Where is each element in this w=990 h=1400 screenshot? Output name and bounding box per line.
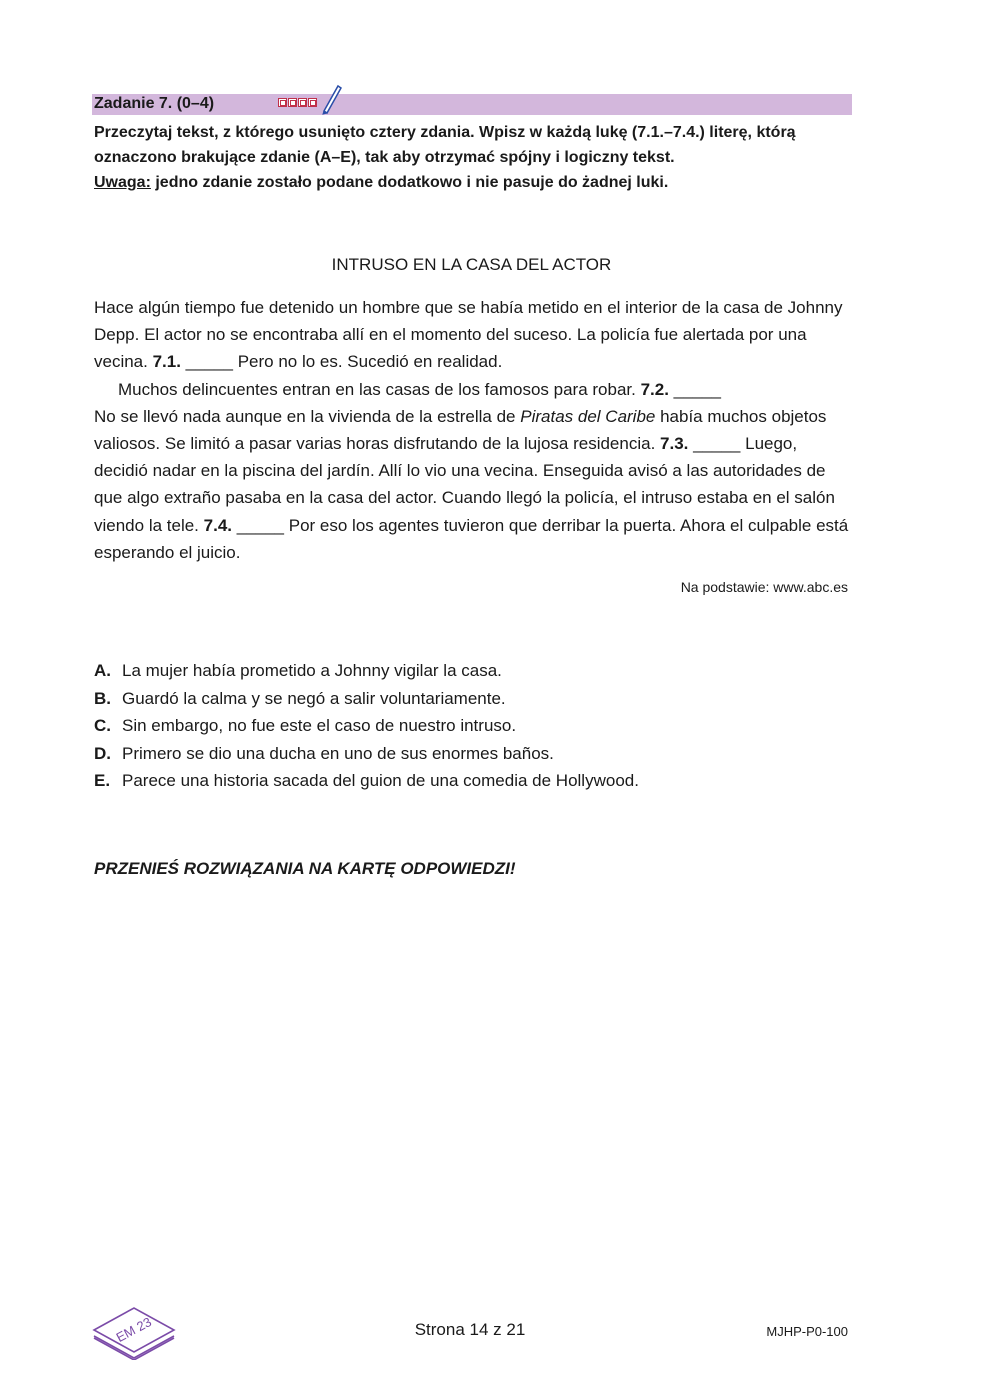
score-box	[298, 98, 307, 107]
option-text: Primero se dio una ducha en uno de sus enormes baños.	[122, 743, 554, 763]
film-title: Piratas del Caribe	[520, 406, 656, 426]
gap-7-3-label: 7.3.	[660, 434, 689, 454]
task-header	[92, 94, 852, 115]
options-list	[94, 657, 854, 795]
exam-code: MJHP-P0-100	[766, 1324, 848, 1339]
instruction	[94, 120, 864, 195]
passage-text: Muchos delincuentes entran en las casas de los famosos para robar.	[118, 379, 641, 399]
option-letter: D.	[94, 743, 111, 763]
passage-text: Por eso los agentes tuvieron que derribar la puerta. Ahora el culpable está esperando el juicio.	[94, 515, 849, 562]
pencil-icon	[320, 83, 342, 115]
note-label: Uwaga:	[94, 174, 151, 191]
source-note: Na podstawie: www.abc.es	[680, 579, 848, 595]
passage-text: No se llevó nada aunque en la vivienda de la estrella de	[94, 406, 521, 426]
paragraph-2	[94, 376, 854, 566]
option-letter: C.	[94, 716, 111, 735]
score-box	[288, 98, 297, 107]
gap-7-4-blank: _____	[232, 515, 289, 535]
option-e	[94, 767, 854, 795]
task-title: Zadanie 7. (0–4)	[94, 95, 215, 112]
score-box	[278, 98, 287, 107]
instruction-text: Przeczytaj tekst, z którego usunięto cztery zdania. Wpisz w każdą lukę (7.1.–7.4.) literę, którą oznaczono brakujące zdanie (A–E), tak aby otrzymać spójny i logiczny tekst.	[94, 124, 796, 166]
page-number: Strona 14 z 21	[414, 1320, 526, 1339]
text-title: INTRUSO EN LA CASA DEL ACTOR	[331, 255, 612, 274]
paragraph-1	[94, 294, 854, 376]
gap-7-2-blank: _____	[668, 379, 721, 399]
passage	[94, 294, 854, 566]
option-text: Sin embargo, no fue este el caso de nuestro intruso.	[122, 716, 517, 735]
option-letter: A.	[94, 661, 111, 680]
score-boxes	[278, 98, 317, 107]
option-letter: E.	[94, 771, 111, 790]
option-b	[94, 685, 854, 713]
passage-text: Pero no lo es. Sucedió en realidad.	[237, 352, 503, 372]
score-box	[308, 98, 317, 107]
instruction-note	[94, 170, 864, 195]
gap-7-3-blank: _____	[688, 434, 746, 454]
option-d	[94, 740, 854, 768]
option-text: Parece una historia sacada del guion de una comedia de Hollywood.	[122, 771, 639, 790]
gap-7-4-label: 7.4.	[203, 515, 232, 535]
option-a	[94, 657, 854, 685]
option-text: Guardó la calma y se negó a salir voluntariamente.	[122, 688, 506, 708]
transfer-note: PRZENIEŚ ROZWIĄZANIA NA KARTĘ ODPOWIEDZI!	[94, 859, 516, 878]
passage-text: Luego, decidió nadar en la piscina del jardín. Allí lo vio una vecina. Enseguida avisó a las autoridades de que algo extraño pasaba en la casa del actor. Cuando llegó la policía, el intruso estaba en el salón viendo la tele.	[94, 434, 835, 535]
logo-text: EM 23	[113, 1314, 154, 1346]
gap-7-1-label: 7.1.	[152, 352, 181, 372]
gap-7-1-blank: _____	[180, 352, 238, 372]
option-c	[94, 712, 854, 740]
gap-7-2-label: 7.2.	[640, 379, 669, 399]
note-text: jedno zdanie zostało podane dodatkowo i nie pasuje do żadnej luki.	[150, 174, 669, 191]
passage-text: había muchos objetos valiosos. Se limitó a pasar varias horas disfrutando de la lujosa residencia.	[94, 406, 827, 454]
option-text: La mujer había prometido a Johnny vigilar la casa.	[122, 661, 502, 680]
option-letter: B.	[94, 688, 111, 708]
passage-text: Hace algún tiempo fue detenido un hombre que se había metido en el interior de la casa de Johnny Depp. El actor no se encontraba allí en el momento del suceso. La policía fue alertada por una vecina.	[94, 298, 843, 372]
